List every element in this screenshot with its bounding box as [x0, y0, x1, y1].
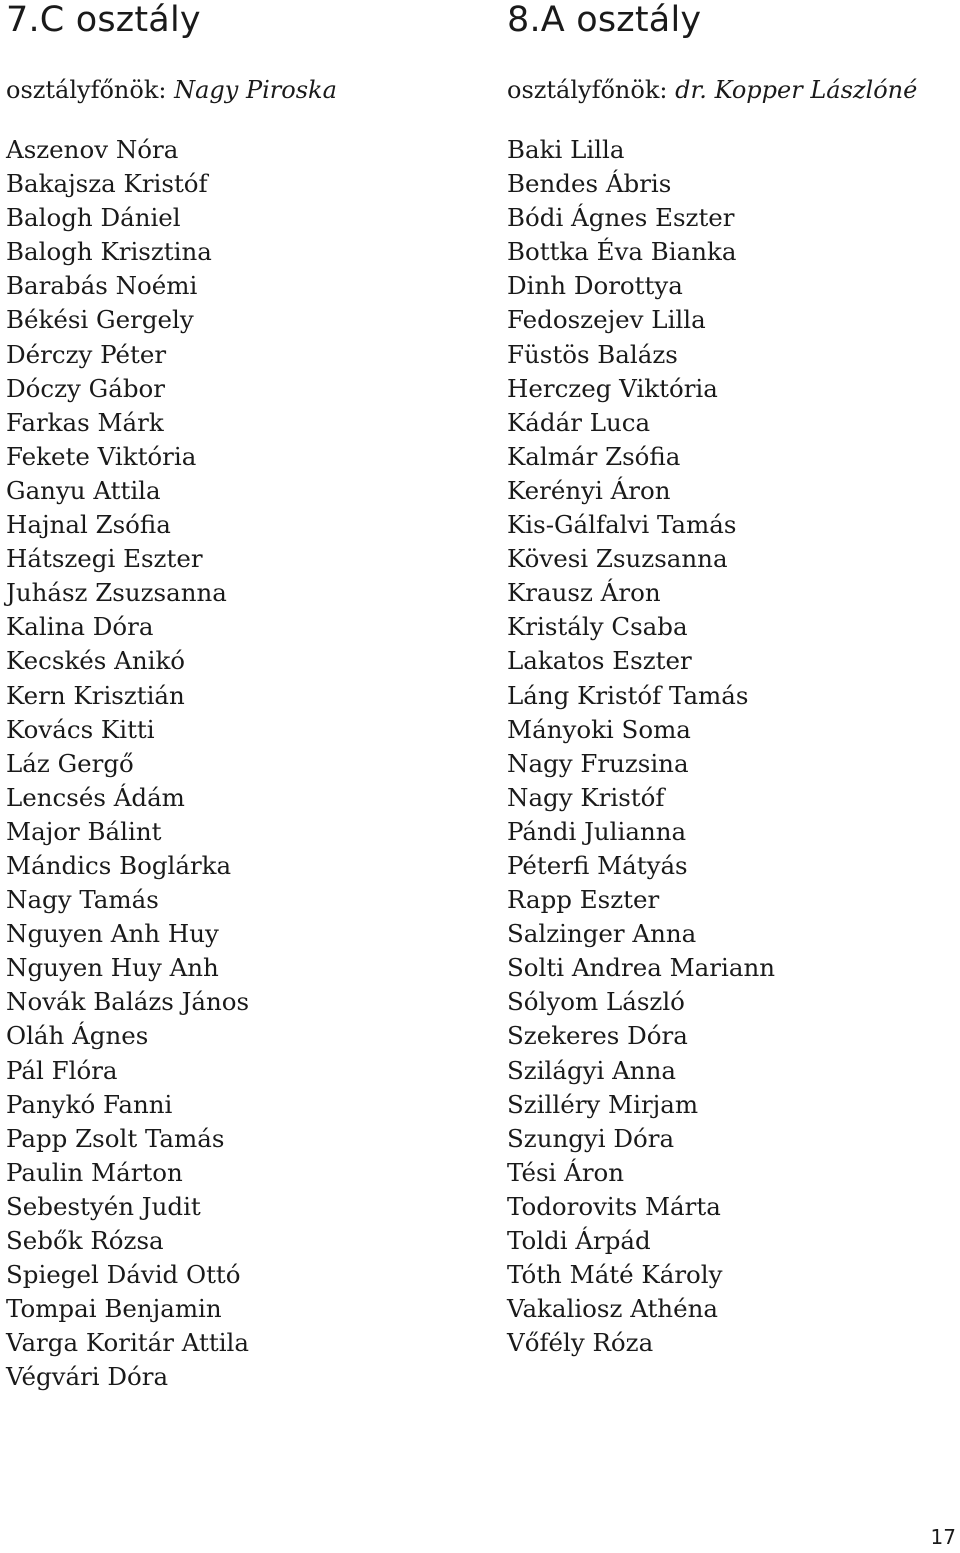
student-name: Pál Flóra — [6, 1055, 118, 1085]
student-name: Vőfély Róza — [507, 1328, 654, 1358]
student-name: Végvári Dóra — [6, 1362, 169, 1392]
student-name: Kecskés Anikó — [6, 646, 186, 676]
student-name: Nagy Kristóf — [507, 782, 665, 812]
student-name: Kalina Dóra — [6, 612, 154, 642]
student-name: Pándi Julianna — [507, 816, 687, 846]
student-name: Nguyen Anh Huy — [6, 919, 219, 949]
student-name: Szungyi Dóra — [507, 1123, 675, 1153]
student-name: Fedoszejev Lilla — [507, 305, 706, 335]
student-name: Szilágyi Anna — [507, 1055, 676, 1085]
student-name: Péterfi Mátyás — [507, 850, 688, 880]
student-name: Spiegel Dávid Ottó — [6, 1260, 241, 1290]
student-name: Paulin Márton — [6, 1157, 183, 1187]
student-name: Fekete Viktória — [6, 441, 197, 471]
student-name: Láng Kristóf Tamás — [507, 680, 749, 710]
student-name: Todorovits Márta — [507, 1191, 721, 1221]
student-name: Tóth Máté Károly — [507, 1260, 723, 1290]
student-name: Tompai Benjamin — [6, 1294, 222, 1324]
student-name: Kerényi Áron — [507, 475, 671, 505]
student-name: Vakaliosz Athéna — [507, 1294, 718, 1324]
student-name: Major Bálint — [6, 816, 162, 846]
student-name: Bendes Ábris — [507, 169, 672, 199]
student-name: Bódi Ágnes Eszter — [507, 203, 735, 233]
student-name: Lencsés Ádám — [6, 782, 185, 812]
student-name: Panykó Fanni — [6, 1089, 173, 1119]
class-title: 8.A osztály — [507, 0, 702, 40]
student-name: Balogh Krisztina — [6, 237, 212, 267]
student-name: Füstös Balázs — [507, 339, 678, 369]
student-name: Sebestyén Judit — [6, 1191, 201, 1221]
student-name: Békési Gergely — [6, 305, 194, 335]
student-name: Barabás Noémi — [6, 271, 198, 301]
student-name: Kövesi Zsuzsanna — [507, 544, 728, 574]
student-name: Sebők Rózsa — [6, 1226, 164, 1255]
student-name: Solti Andrea Mariann — [507, 953, 776, 983]
student-name: Kádár Luca — [507, 407, 651, 437]
student-name: Balogh Dániel — [6, 203, 181, 233]
student-name: Nguyen Huy Anh — [6, 953, 219, 983]
teacher-label: osztályfőnök: — [6, 76, 167, 104]
student-name: Dóczy Gábor — [6, 373, 165, 403]
student-name: Farkas Márk — [6, 407, 164, 437]
student-name: Varga Koritár Attila — [6, 1328, 249, 1358]
student-name: Tési Áron — [507, 1157, 625, 1187]
teacher-name: Nagy Piroska — [174, 76, 337, 104]
student-name: Novák Balázs János — [6, 987, 250, 1017]
student-name: Dérczy Péter — [6, 339, 167, 369]
student-name: Láz Gergő — [6, 748, 134, 778]
teacher-label: osztályfőnök: — [507, 76, 668, 104]
student-name: Hátszegi Eszter — [6, 544, 203, 574]
student-name: Ganyu Attila — [6, 475, 161, 505]
student-name: Hajnal Zsófia — [6, 510, 171, 540]
student-name: Oláh Ágnes — [6, 1021, 149, 1051]
student-name: Bottka Éva Bianka — [507, 237, 737, 267]
class-8a-column — [507, 0, 957, 1360]
student-name: Herczeg Viktória — [507, 373, 718, 403]
student-name: Kern Krisztián — [6, 680, 185, 710]
class-teacher — [6, 76, 476, 104]
class-title: 7.C osztály — [6, 0, 201, 40]
student-name: Bakajsza Kristóf — [6, 169, 208, 199]
student-name: Kristály Csaba — [507, 612, 688, 642]
student-name: Szekeres Dóra — [507, 1021, 688, 1051]
class-7c-column — [6, 0, 476, 1394]
student-name: Rapp Eszter — [507, 885, 660, 915]
student-list — [6, 133, 476, 1394]
student-name: Krausz Áron — [507, 578, 661, 608]
page-number: 17 — [930, 1525, 956, 1549]
student-name: Toldi Árpád — [507, 1226, 651, 1255]
teacher-name: dr. Kopper Lászlóné — [675, 76, 918, 104]
student-name: Mányoki Soma — [507, 714, 691, 744]
student-name: Juhász Zsuzsanna — [6, 578, 227, 608]
student-name: Mándics Boglárka — [6, 850, 232, 880]
student-name: Papp Zsolt Tamás — [6, 1123, 225, 1153]
student-name: Baki Lilla — [507, 135, 625, 164]
student-name: Kalmár Zsófia — [507, 441, 681, 471]
student-name: Nagy Tamás — [6, 885, 159, 915]
student-name: Kis-Gálfalvi Tamás — [507, 510, 737, 540]
student-name: Salzinger Anna — [507, 919, 697, 949]
class-teacher — [507, 76, 957, 104]
student-name: Lakatos Eszter — [507, 646, 692, 676]
student-name: Szilléry Mirjam — [507, 1089, 699, 1119]
student-name: Sólyom László — [507, 987, 685, 1017]
student-list — [507, 133, 957, 1360]
student-name: Dinh Dorottya — [507, 271, 683, 301]
student-name: Aszenov Nóra — [6, 135, 179, 164]
student-name: Nagy Fruzsina — [507, 748, 689, 778]
student-name: Kovács Kitti — [6, 714, 155, 744]
